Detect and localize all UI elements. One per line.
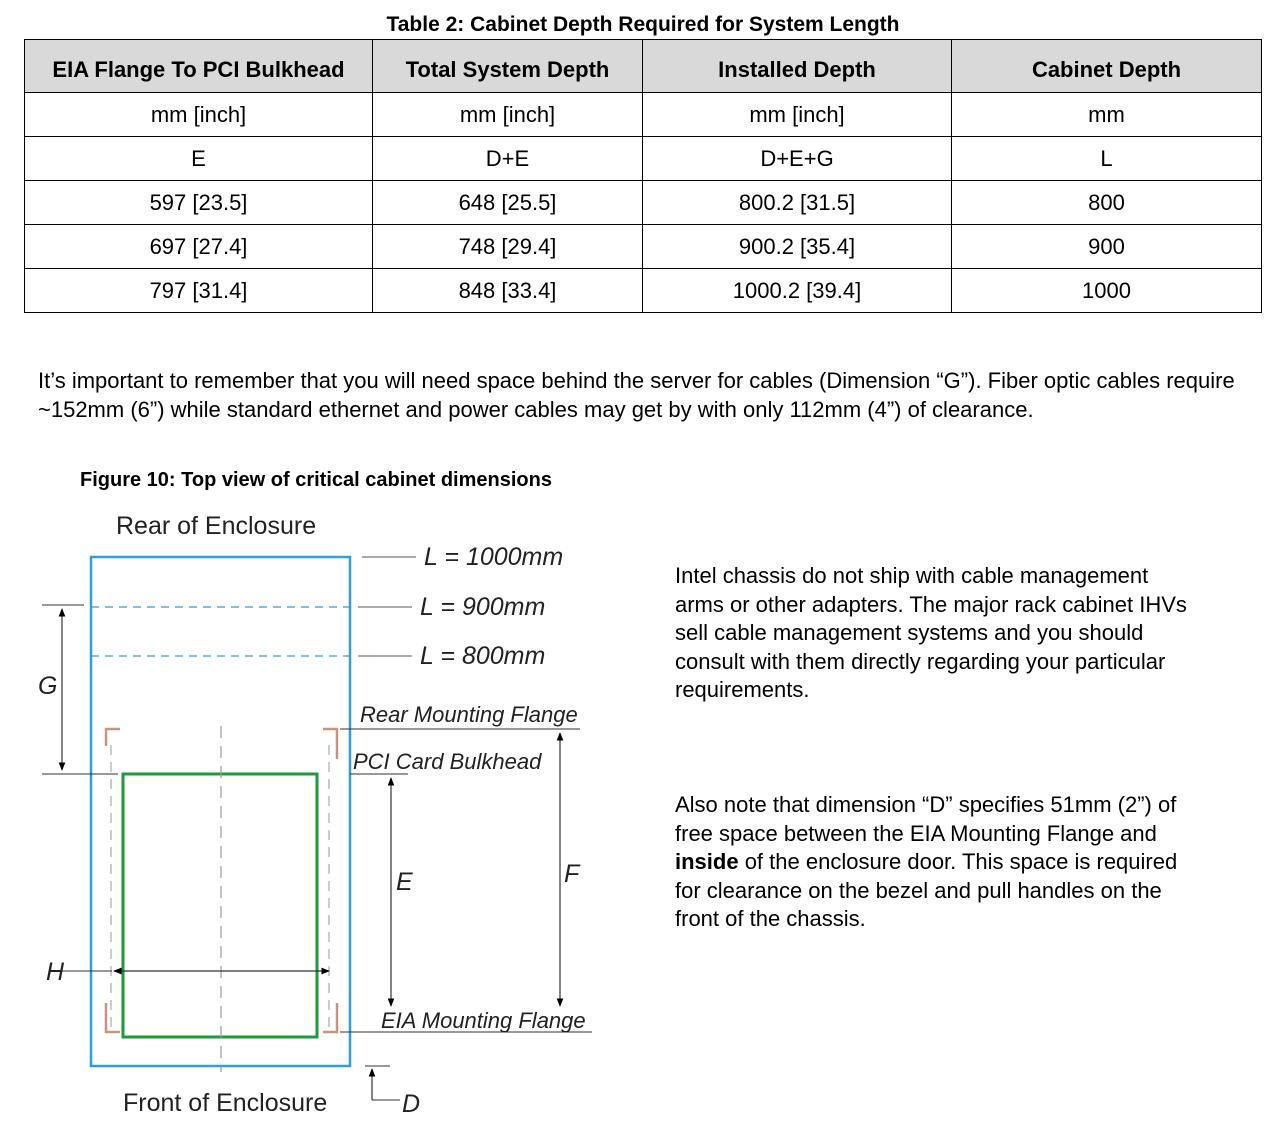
table-cell: D+E+G bbox=[643, 137, 952, 181]
table-cell: 1000.2 [39.4] bbox=[643, 269, 952, 313]
table-cell: mm [inch] bbox=[643, 93, 952, 137]
column-header: EIA Flange To PCI Bulkhead bbox=[25, 40, 373, 93]
d-dimension-label: D bbox=[402, 1090, 421, 1118]
right-rear-flange bbox=[323, 729, 337, 759]
dimension-d-note bbox=[675, 791, 1195, 934]
table-cell: 697 [27.4] bbox=[25, 225, 373, 269]
chassis-outline bbox=[123, 774, 317, 1037]
depth-800-label: L = 800mm bbox=[420, 642, 546, 670]
table-cell: 748 [29.4] bbox=[373, 225, 643, 269]
table-cell: 800 bbox=[952, 181, 1262, 225]
table-cell: 648 [25.5] bbox=[373, 181, 643, 225]
dimension-d-note-text: Also note that dimension “D” specifies 51mm (2”) of free space between the EIA Mounting Flange and bbox=[675, 792, 1177, 846]
depth-1000-label: L = 1000mm bbox=[424, 543, 564, 571]
right-front-flange bbox=[323, 1003, 337, 1032]
column-header: Total System Depth bbox=[373, 40, 643, 93]
front-of-enclosure-label: Front of Enclosure bbox=[123, 1089, 328, 1117]
rear-mounting-flange-label: Rear Mounting Flange bbox=[360, 702, 578, 727]
table-cell: mm [inch] bbox=[373, 93, 643, 137]
rear-of-enclosure-label: Rear of Enclosure bbox=[116, 512, 317, 540]
table-cell: D+E bbox=[373, 137, 643, 181]
g-dimension-label: G bbox=[38, 672, 58, 700]
h-dimension-label: H bbox=[46, 958, 65, 986]
table-cell: L bbox=[952, 137, 1262, 181]
f-dimension-label: F bbox=[564, 860, 580, 888]
column-header: Cabinet Depth bbox=[952, 40, 1262, 93]
table-cell: 597 [23.5] bbox=[25, 181, 373, 225]
table-cell: 900 bbox=[952, 225, 1262, 269]
cable-clearance-paragraph: It’s important to remember that you will need space behind the server for cables (Dimension “G”). Fiber optic cables require ~152mm (6”) while standard ethernet and power cables may get by with only 112mm (4”) of clearance. bbox=[38, 368, 1235, 422]
left-front-flange bbox=[106, 1003, 120, 1032]
table-caption: Table 2: Cabinet Depth Required for System Length bbox=[386, 13, 900, 36]
table-cell: 900.2 [35.4] bbox=[643, 225, 952, 269]
table-cell: 797 [31.4] bbox=[25, 269, 373, 313]
figure-caption: Figure 10: Top view of critical cabinet dimensions bbox=[80, 469, 552, 491]
depth-900-label: L = 900mm bbox=[420, 593, 546, 621]
table-cell: E bbox=[25, 137, 373, 181]
table-cell: 848 [33.4] bbox=[373, 269, 643, 313]
eia-mounting-flange-label: EIA Mounting Flange bbox=[381, 1008, 586, 1033]
left-rear-flange bbox=[106, 729, 120, 746]
table-cell: mm bbox=[952, 93, 1262, 137]
pci-card-bulkhead-label: PCI Card Bulkhead bbox=[353, 749, 542, 774]
e-dimension-label: E bbox=[396, 868, 413, 896]
table-cell: 800.2 [31.5] bbox=[643, 181, 952, 225]
cable-management-note: Intel chassis do not ship with cable management arms or other adapters. The major rack cabinet IHVs sell cable management systems and you should consult with them directly regarding your particular requirements. bbox=[675, 563, 1187, 703]
dimension-d-note-emphasis: inside bbox=[675, 849, 739, 875]
dimension-d-note-text-end: of the enclosure door. This space is required for clearance on the bezel and pull handles on the front of the chassis. bbox=[675, 849, 1178, 932]
table-cell: 1000 bbox=[952, 269, 1262, 313]
column-header: Installed Depth bbox=[643, 40, 952, 93]
table-cell: mm [inch] bbox=[25, 93, 373, 137]
